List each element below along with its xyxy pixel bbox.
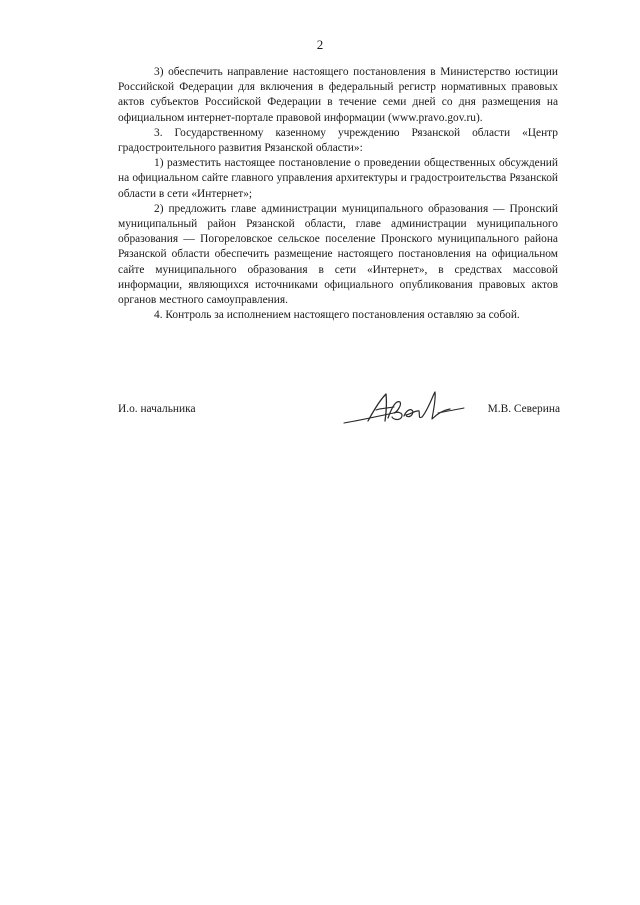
paragraph-item-3-3: 3) обеспечить направление настоящего постановления в Министерство юстиции Российской Федерации для включения в федеральный регистр нормативных правовых актов субъектов Российской Федерации в течение семи дней со дня размещения на официальном интернет-портале правовой информации (www.pravo.gov.ru). <box>118 66 558 124</box>
handwritten-signature <box>340 390 470 430</box>
signer-name: М.В. Северина <box>487 403 560 415</box>
paragraph-section-3: 3. Государственному казенному учреждению Рязанской области «Центр градостроительного развития Рязанской области»: <box>118 126 558 155</box>
paragraph-item-3-2: 2) предложить главе администрации муниципального образования — Пронский муниципальный район Рязанской области, главе администрации муниципального образования — Погореловское сельское поселение Пронского муниципального района Рязанской области обеспечить размещение настоящего постановления на официальном сайте муниципального образования в сети «Интернет», в средствах массовой информации, являющихся источниками официального опубликования правовых актов органов местного самоуправления. <box>118 202 558 307</box>
paragraph-item-3-1: 1) разместить настоящее постановление о проведении общественных обсуждений на официальном сайте главного управления архитектуры и градостроительства Рязанской области в сети «Интернет»; <box>118 157 558 200</box>
signature-block <box>118 390 560 434</box>
page-number: 2 <box>316 37 324 52</box>
signer-title: И.о. начальника <box>118 403 196 415</box>
document-body <box>118 65 558 323</box>
paragraph-section-4: 4. Контроль за исполнением настоящего постановления оставляю за собой. <box>154 309 520 322</box>
